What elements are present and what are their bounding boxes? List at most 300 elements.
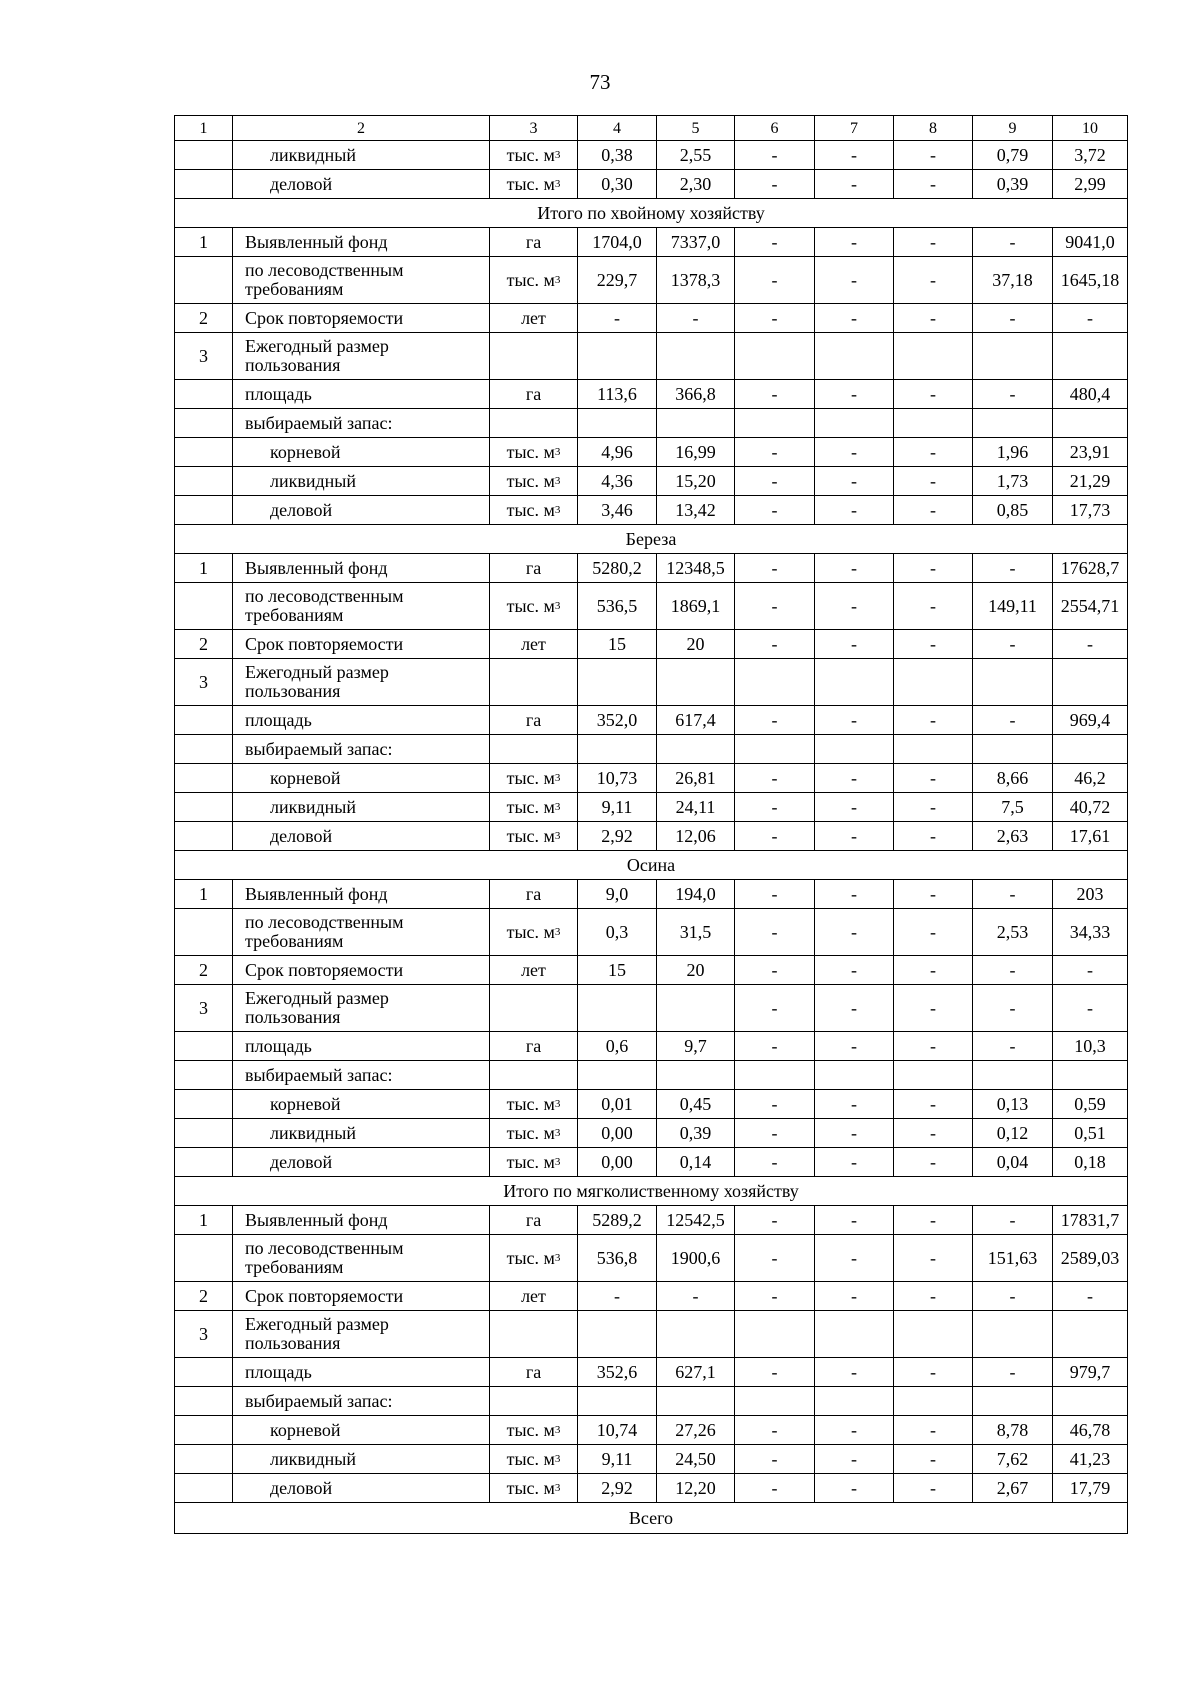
- value-cell: [815, 659, 894, 706]
- table-row: [175, 1416, 1128, 1445]
- table-row: [175, 1061, 1128, 1090]
- indicator-cell: площадь: [233, 380, 490, 409]
- row-number-cell: 2: [175, 956, 233, 985]
- value-cell: [578, 1061, 657, 1090]
- value-cell: 1645,18: [1053, 257, 1128, 304]
- table-row: [175, 141, 1128, 170]
- table-row: [175, 496, 1128, 525]
- value-cell: 2,99: [1053, 170, 1128, 199]
- value-cell: 0,00: [578, 1119, 657, 1148]
- value-cell: [894, 1387, 973, 1416]
- value-cell: [657, 333, 735, 380]
- value-cell: [973, 409, 1053, 438]
- value-cell: -: [894, 438, 973, 467]
- value-cell: -: [735, 257, 815, 304]
- value-cell: -: [894, 257, 973, 304]
- value-cell: [657, 735, 735, 764]
- value-cell: -: [815, 228, 894, 257]
- value-cell: -: [894, 1474, 973, 1503]
- unit-cell: га: [490, 1032, 578, 1061]
- value-cell: -: [1053, 1282, 1128, 1311]
- value-cell: -: [815, 1474, 894, 1503]
- value-cell: -: [735, 909, 815, 956]
- value-cell: -: [735, 1119, 815, 1148]
- indicator-cell: ликвидный: [233, 467, 490, 496]
- indicator-cell: деловой: [233, 170, 490, 199]
- value-cell: 536,8: [578, 1235, 657, 1282]
- value-cell: 617,4: [657, 706, 735, 735]
- row-number-cell: [175, 583, 233, 630]
- value-cell: [578, 1311, 657, 1358]
- value-cell: 2,92: [578, 822, 657, 851]
- value-cell: -: [815, 1416, 894, 1445]
- value-cell: 21,29: [1053, 467, 1128, 496]
- row-number-cell: [175, 822, 233, 851]
- table-row: [175, 1282, 1128, 1311]
- unit-cell: тыс. $м^3$: [490, 496, 578, 525]
- value-cell: [894, 1311, 973, 1358]
- row-number-cell: 1: [175, 1206, 233, 1235]
- table-row: [175, 1445, 1128, 1474]
- row-number-cell: [175, 1387, 233, 1416]
- indicator-cell: Выявленный фонд: [233, 554, 490, 583]
- table-row: [175, 467, 1128, 496]
- value-cell: -: [735, 380, 815, 409]
- unit-cell: [490, 333, 578, 380]
- value-cell: -: [735, 228, 815, 257]
- value-cell: 5280,2: [578, 554, 657, 583]
- table-row: [175, 1311, 1128, 1358]
- indicator-cell: ликвидный: [233, 1119, 490, 1148]
- table-row: [175, 659, 1128, 706]
- unit-cell: га: [490, 880, 578, 909]
- value-cell: -: [735, 764, 815, 793]
- value-cell: [735, 333, 815, 380]
- value-cell: -: [973, 1358, 1053, 1387]
- value-cell: 2,67: [973, 1474, 1053, 1503]
- value-cell: -: [973, 1206, 1053, 1235]
- value-cell: 4,96: [578, 438, 657, 467]
- value-cell: -: [735, 706, 815, 735]
- value-cell: -: [815, 496, 894, 525]
- table-row: [175, 304, 1128, 333]
- value-cell: 24,11: [657, 793, 735, 822]
- value-cell: -: [973, 380, 1053, 409]
- value-cell: -: [815, 1235, 894, 1282]
- row-number-cell: [175, 1416, 233, 1445]
- unit-cell: [490, 985, 578, 1032]
- header-cell: 7: [815, 116, 894, 141]
- table-row: [175, 170, 1128, 199]
- table-row: [175, 554, 1128, 583]
- unit-cell: тыс. $м^3$: [490, 1235, 578, 1282]
- value-cell: -: [815, 706, 894, 735]
- value-cell: 0,30: [578, 170, 657, 199]
- indicator-cell: Срок повторяемости: [233, 630, 490, 659]
- section-row: [175, 1503, 1128, 1534]
- value-cell: [815, 1387, 894, 1416]
- value-cell: -: [735, 822, 815, 851]
- value-cell: -: [894, 304, 973, 333]
- table-row: [175, 257, 1128, 304]
- row-number-cell: [175, 380, 233, 409]
- value-cell: 17628,7: [1053, 554, 1128, 583]
- value-cell: 9,0: [578, 880, 657, 909]
- value-cell: 0,39: [657, 1119, 735, 1148]
- value-cell: [973, 333, 1053, 380]
- value-cell: -: [735, 1206, 815, 1235]
- value-cell: -: [894, 956, 973, 985]
- indicator-cell: по лесоводственным требованиям: [233, 257, 490, 304]
- value-cell: -: [735, 1235, 815, 1282]
- unit-cell: тыс. $м^3$: [490, 583, 578, 630]
- unit-cell: тыс. $м^3$: [490, 438, 578, 467]
- value-cell: 2,53: [973, 909, 1053, 956]
- value-cell: [578, 735, 657, 764]
- value-cell: -: [894, 1090, 973, 1119]
- unit-cell: тыс. $м^3$: [490, 793, 578, 822]
- row-number-cell: [175, 764, 233, 793]
- value-cell: -: [1053, 304, 1128, 333]
- value-cell: -: [657, 1282, 735, 1311]
- value-cell: -: [815, 956, 894, 985]
- value-cell: -: [735, 1148, 815, 1177]
- row-number-cell: [175, 1445, 233, 1474]
- value-cell: [735, 409, 815, 438]
- value-cell: 203: [1053, 880, 1128, 909]
- value-cell: 0,12: [973, 1119, 1053, 1148]
- indicator-cell: корневой: [233, 1090, 490, 1119]
- header-cell: 8: [894, 116, 973, 141]
- value-cell: 10,3: [1053, 1032, 1128, 1061]
- row-number-cell: 1: [175, 228, 233, 257]
- value-cell: -: [973, 880, 1053, 909]
- value-cell: -: [815, 170, 894, 199]
- row-number-cell: [175, 1032, 233, 1061]
- value-cell: 17,61: [1053, 822, 1128, 851]
- value-cell: 7337,0: [657, 228, 735, 257]
- value-cell: 8,78: [973, 1416, 1053, 1445]
- value-cell: -: [815, 630, 894, 659]
- section-row: [175, 851, 1128, 880]
- table-row: [175, 764, 1128, 793]
- table-row: [175, 583, 1128, 630]
- value-cell: [657, 985, 735, 1032]
- value-cell: -: [1053, 985, 1128, 1032]
- indicator-cell: Срок повторяемости: [233, 1282, 490, 1311]
- value-cell: [1053, 659, 1128, 706]
- indicator-cell: Срок повторяемости: [233, 304, 490, 333]
- value-cell: -: [815, 1445, 894, 1474]
- value-cell: [578, 985, 657, 1032]
- indicator-cell: Выявленный фонд: [233, 880, 490, 909]
- value-cell: -: [815, 1032, 894, 1061]
- value-cell: -: [894, 1282, 973, 1311]
- row-number-cell: [175, 1061, 233, 1090]
- section-row: [175, 199, 1128, 228]
- value-cell: 3,46: [578, 496, 657, 525]
- value-cell: 0,13: [973, 1090, 1053, 1119]
- value-cell: 20: [657, 956, 735, 985]
- table-row: [175, 735, 1128, 764]
- value-cell: 149,11: [973, 583, 1053, 630]
- indicator-cell: корневой: [233, 764, 490, 793]
- row-number-cell: 3: [175, 659, 233, 706]
- unit-cell: га: [490, 1358, 578, 1387]
- value-cell: [657, 1061, 735, 1090]
- value-cell: -: [973, 304, 1053, 333]
- value-cell: 46,78: [1053, 1416, 1128, 1445]
- indicator-cell: площадь: [233, 1032, 490, 1061]
- row-number-cell: 2: [175, 304, 233, 333]
- value-cell: [735, 1311, 815, 1358]
- table-row: [175, 1148, 1128, 1177]
- row-number-cell: [175, 1474, 233, 1503]
- value-cell: -: [815, 554, 894, 583]
- value-cell: 10,73: [578, 764, 657, 793]
- unit-cell: тыс. $м^3$: [490, 822, 578, 851]
- table-row: [175, 409, 1128, 438]
- value-cell: -: [815, 1090, 894, 1119]
- header-cell: 2: [233, 116, 490, 141]
- value-cell: -: [735, 554, 815, 583]
- table-row: [175, 880, 1128, 909]
- value-cell: [815, 735, 894, 764]
- value-cell: 24,50: [657, 1445, 735, 1474]
- row-number-cell: [175, 735, 233, 764]
- value-cell: -: [735, 496, 815, 525]
- value-cell: 26,81: [657, 764, 735, 793]
- value-cell: 1869,1: [657, 583, 735, 630]
- value-cell: 0,14: [657, 1148, 735, 1177]
- value-cell: 23,91: [1053, 438, 1128, 467]
- unit-cell: [490, 1061, 578, 1090]
- unit-cell: лет: [490, 630, 578, 659]
- value-cell: -: [735, 467, 815, 496]
- unit-cell: га: [490, 554, 578, 583]
- value-cell: 12542,5: [657, 1206, 735, 1235]
- value-cell: 151,63: [973, 1235, 1053, 1282]
- value-cell: 0,00: [578, 1148, 657, 1177]
- indicator-cell: площадь: [233, 1358, 490, 1387]
- header-cell: 5: [657, 116, 735, 141]
- value-cell: -: [815, 985, 894, 1032]
- unit-cell: тыс. $м^3$: [490, 1445, 578, 1474]
- value-cell: -: [578, 1282, 657, 1311]
- section-title: Итого по мягколиственному хозяйству: [175, 1177, 1128, 1206]
- value-cell: 0,3: [578, 909, 657, 956]
- row-number-cell: [175, 409, 233, 438]
- value-cell: -: [894, 1445, 973, 1474]
- value-cell: 0,38: [578, 141, 657, 170]
- row-number-cell: [175, 909, 233, 956]
- indicator-cell: Ежегодный размер пользования: [233, 333, 490, 380]
- value-cell: 2589,03: [1053, 1235, 1128, 1282]
- value-cell: 0,79: [973, 141, 1053, 170]
- value-cell: -: [894, 822, 973, 851]
- value-cell: -: [735, 170, 815, 199]
- row-number-cell: 1: [175, 880, 233, 909]
- value-cell: [973, 735, 1053, 764]
- value-cell: -: [815, 438, 894, 467]
- row-number-cell: [175, 1235, 233, 1282]
- value-cell: 2,63: [973, 822, 1053, 851]
- unit-cell: [490, 409, 578, 438]
- table-row: [175, 1387, 1128, 1416]
- value-cell: -: [735, 304, 815, 333]
- value-cell: -: [735, 956, 815, 985]
- row-number-cell: [175, 257, 233, 304]
- value-cell: -: [735, 438, 815, 467]
- indicator-cell: корневой: [233, 1416, 490, 1445]
- value-cell: 627,1: [657, 1358, 735, 1387]
- header-cell: 6: [735, 116, 815, 141]
- table-row: [175, 706, 1128, 735]
- value-cell: -: [894, 1235, 973, 1282]
- unit-cell: [490, 1387, 578, 1416]
- value-cell: -: [735, 1282, 815, 1311]
- indicator-cell: корневой: [233, 438, 490, 467]
- value-cell: 969,4: [1053, 706, 1128, 735]
- value-cell: [657, 659, 735, 706]
- indicator-cell: по лесоводственным требованиям: [233, 909, 490, 956]
- value-cell: 366,8: [657, 380, 735, 409]
- value-cell: 12,06: [657, 822, 735, 851]
- row-number-cell: [175, 1119, 233, 1148]
- page-number: 73: [589, 70, 611, 94]
- indicator-cell: площадь: [233, 706, 490, 735]
- value-cell: [815, 1311, 894, 1358]
- indicator-cell: ликвидный: [233, 141, 490, 170]
- value-cell: [815, 409, 894, 438]
- row-number-cell: [175, 170, 233, 199]
- value-cell: -: [894, 1206, 973, 1235]
- value-cell: 17831,7: [1053, 1206, 1128, 1235]
- value-cell: [1053, 1311, 1128, 1358]
- value-cell: [578, 333, 657, 380]
- unit-cell: [490, 735, 578, 764]
- section-title: Всего: [175, 1503, 1128, 1534]
- value-cell: 0,18: [1053, 1148, 1128, 1177]
- section-row: [175, 525, 1128, 554]
- value-cell: 0,45: [657, 1090, 735, 1119]
- table-row: [175, 1474, 1128, 1503]
- value-cell: -: [894, 1416, 973, 1445]
- row-number-cell: 3: [175, 333, 233, 380]
- value-cell: -: [735, 1474, 815, 1503]
- value-cell: 7,62: [973, 1445, 1053, 1474]
- value-cell: 979,7: [1053, 1358, 1128, 1387]
- value-cell: [815, 1061, 894, 1090]
- value-cell: 536,5: [578, 583, 657, 630]
- value-cell: 0,6: [578, 1032, 657, 1061]
- value-cell: -: [815, 880, 894, 909]
- value-cell: -: [735, 1032, 815, 1061]
- table-row: [175, 909, 1128, 956]
- unit-cell: [490, 659, 578, 706]
- section-title: Береза: [175, 525, 1128, 554]
- value-cell: 41,23: [1053, 1445, 1128, 1474]
- value-cell: -: [894, 496, 973, 525]
- table-row: [175, 1119, 1128, 1148]
- value-cell: [735, 659, 815, 706]
- header-row: [175, 116, 1128, 141]
- value-cell: -: [894, 141, 973, 170]
- indicator-cell: Ежегодный размер пользования: [233, 659, 490, 706]
- table-row: [175, 630, 1128, 659]
- value-cell: -: [815, 1282, 894, 1311]
- value-cell: 1,96: [973, 438, 1053, 467]
- table-row: [175, 1235, 1128, 1282]
- value-cell: [1053, 333, 1128, 380]
- value-cell: 3,72: [1053, 141, 1128, 170]
- value-cell: [578, 409, 657, 438]
- indicator-cell: деловой: [233, 496, 490, 525]
- value-cell: 13,42: [657, 496, 735, 525]
- unit-cell: тыс. $м^3$: [490, 1148, 578, 1177]
- value-cell: -: [815, 822, 894, 851]
- value-cell: 352,0: [578, 706, 657, 735]
- value-cell: -: [894, 1148, 973, 1177]
- value-cell: 0,01: [578, 1090, 657, 1119]
- indicator-cell: деловой: [233, 1474, 490, 1503]
- value-cell: 113,6: [578, 380, 657, 409]
- table-row: [175, 228, 1128, 257]
- value-cell: [657, 1387, 735, 1416]
- row-number-cell: [175, 467, 233, 496]
- unit-cell: га: [490, 228, 578, 257]
- value-cell: -: [815, 909, 894, 956]
- value-cell: 194,0: [657, 880, 735, 909]
- value-cell: -: [735, 1445, 815, 1474]
- value-cell: -: [735, 1416, 815, 1445]
- value-cell: -: [894, 1032, 973, 1061]
- unit-cell: тыс. $м^3$: [490, 909, 578, 956]
- value-cell: -: [1053, 956, 1128, 985]
- indicator-cell: Выявленный фонд: [233, 228, 490, 257]
- value-cell: 10,74: [578, 1416, 657, 1445]
- indicator-cell: по лесоводственным требованиям: [233, 583, 490, 630]
- value-cell: 352,6: [578, 1358, 657, 1387]
- indicator-cell: выбираемый запас:: [233, 1387, 490, 1416]
- indicator-cell: Выявленный фонд: [233, 1206, 490, 1235]
- value-cell: -: [735, 1358, 815, 1387]
- value-cell: -: [894, 228, 973, 257]
- value-cell: 1900,6: [657, 1235, 735, 1282]
- value-cell: 15: [578, 630, 657, 659]
- unit-cell: тыс. $м^3$: [490, 141, 578, 170]
- value-cell: -: [894, 1119, 973, 1148]
- header-cell: 4: [578, 116, 657, 141]
- row-number-cell: [175, 1358, 233, 1387]
- row-number-cell: 2: [175, 1282, 233, 1311]
- unit-cell: га: [490, 1206, 578, 1235]
- value-cell: 8,66: [973, 764, 1053, 793]
- unit-cell: тыс. $м^3$: [490, 764, 578, 793]
- value-cell: [815, 333, 894, 380]
- table-row: [175, 1206, 1128, 1235]
- value-cell: -: [815, 793, 894, 822]
- indicator-cell: ликвидный: [233, 793, 490, 822]
- table-row: [175, 1358, 1128, 1387]
- value-cell: [973, 1061, 1053, 1090]
- value-cell: -: [815, 141, 894, 170]
- value-cell: 9,11: [578, 793, 657, 822]
- row-number-cell: 3: [175, 985, 233, 1032]
- value-cell: [1053, 1387, 1128, 1416]
- value-cell: -: [894, 630, 973, 659]
- unit-cell: тыс. $м^3$: [490, 1416, 578, 1445]
